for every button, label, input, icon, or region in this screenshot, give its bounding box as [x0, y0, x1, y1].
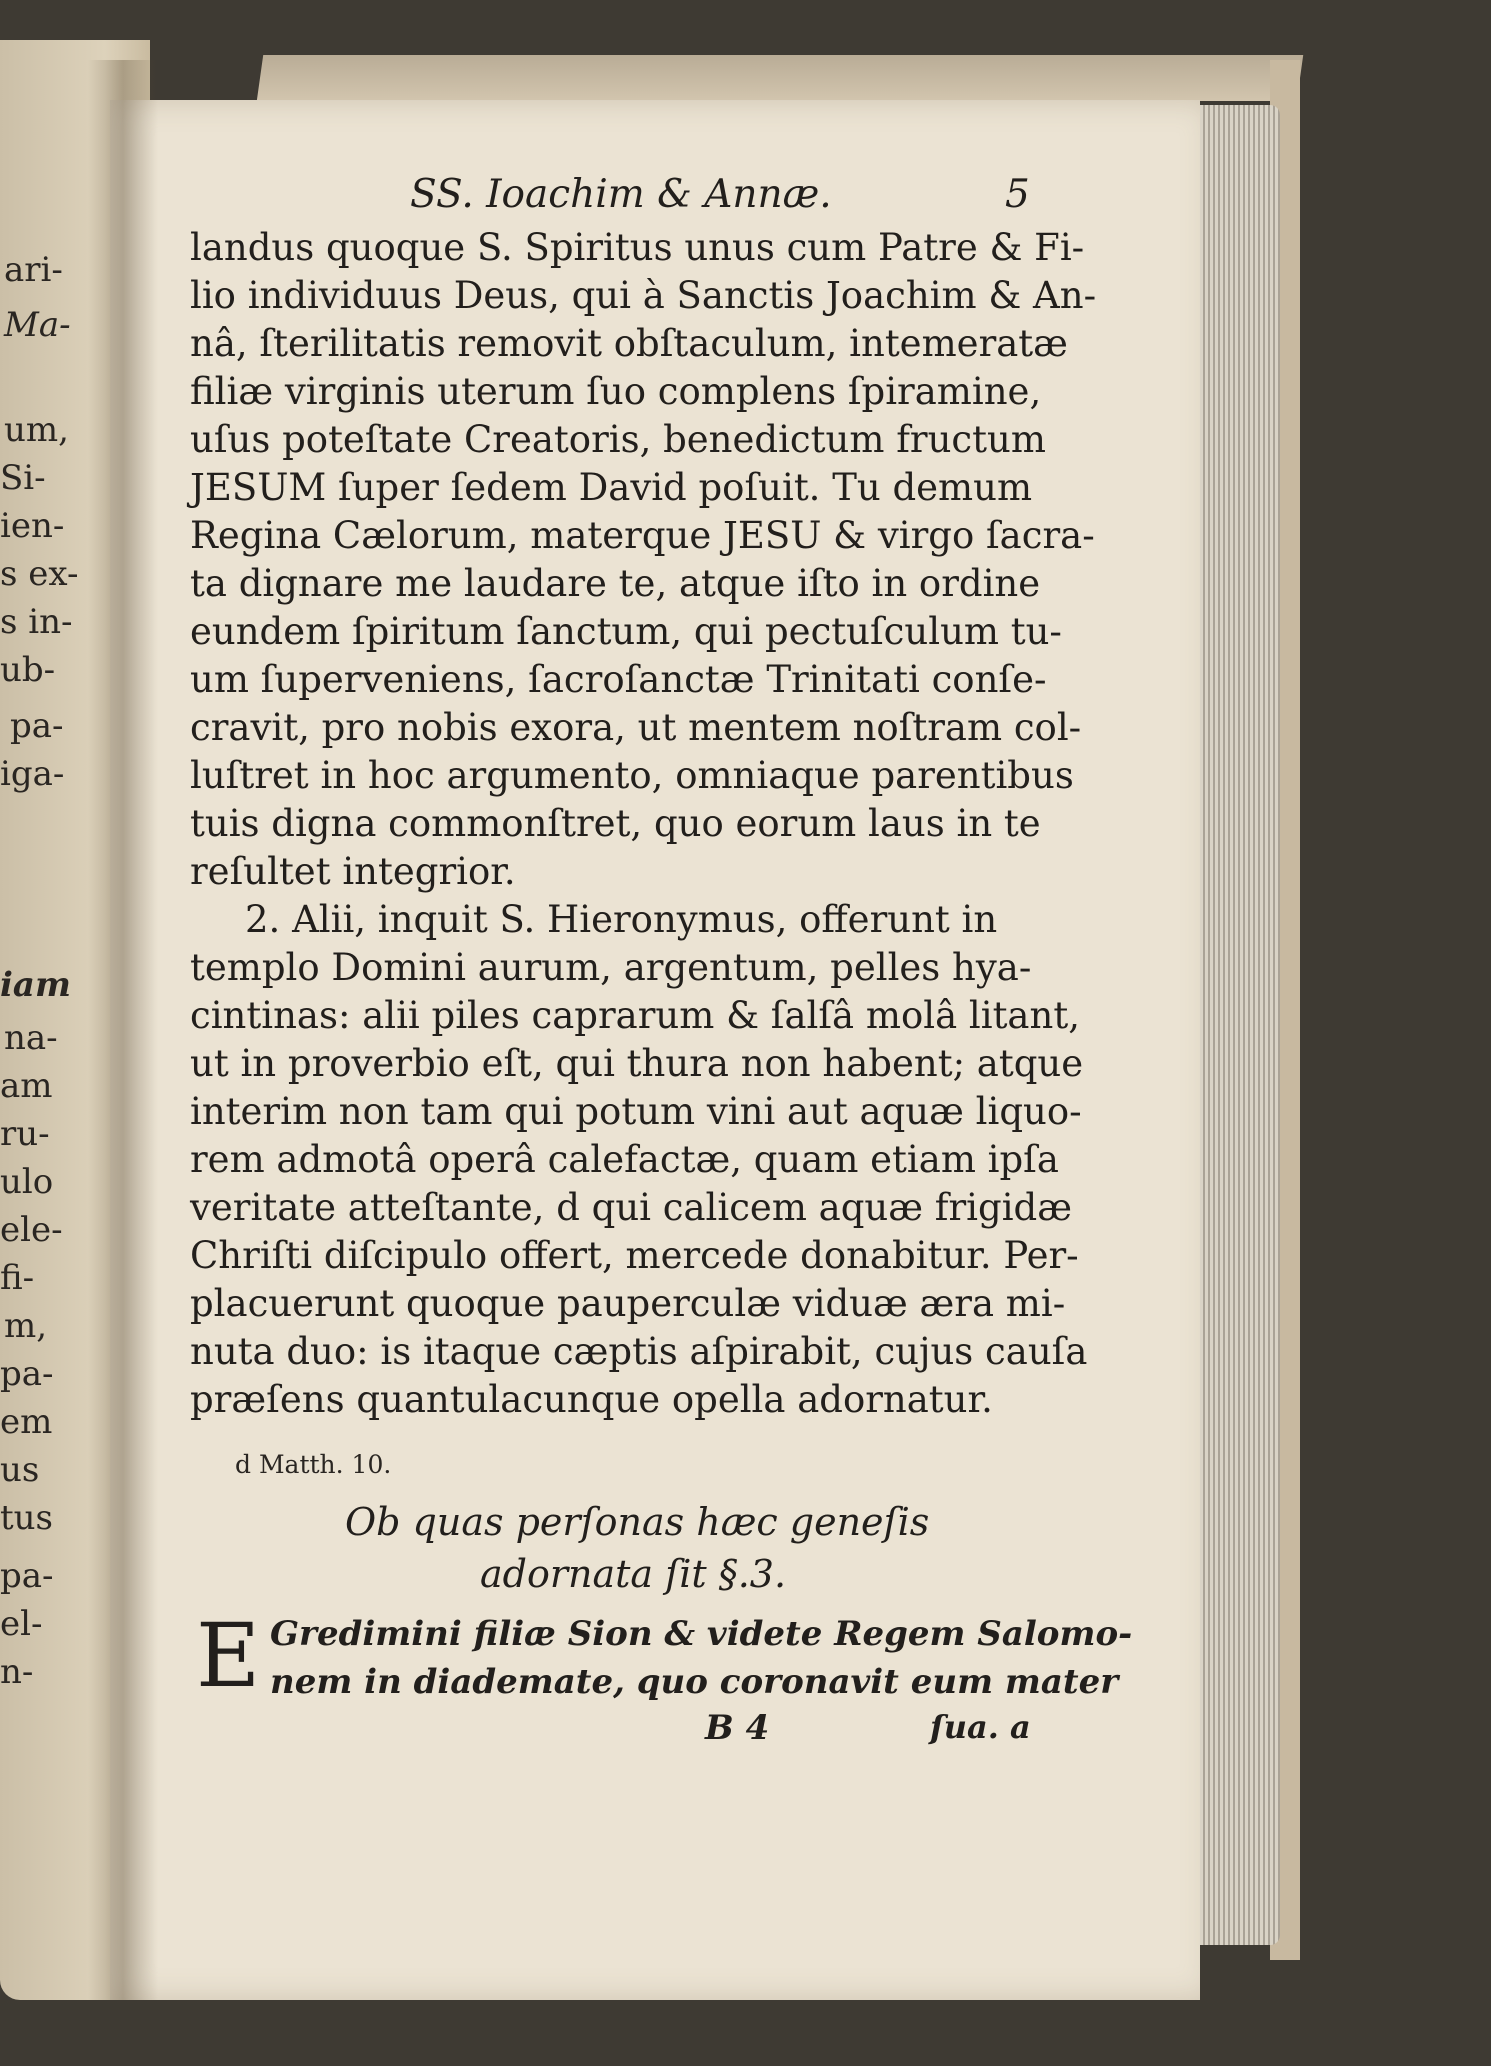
left-fragment: iga-: [0, 754, 65, 794]
left-fragment: ien-: [0, 506, 65, 546]
paragraph-2-line: ut in proverbio eſt, qui thura non habent; atque: [190, 1042, 1084, 1085]
left-fragment: ru-: [0, 1114, 50, 1154]
left-fragment: el-: [0, 1604, 43, 1644]
paragraph-2-line: placuerunt quoque pauperculæ viduæ æra mi-: [190, 1282, 1066, 1325]
left-fragment: Si-: [0, 458, 46, 498]
paragraph-2-line: interim non tam qui potum vini aut aquæ liquo-: [190, 1090, 1082, 1133]
paragraph-1-line: landus quoque S. Spiritus unus cum Patre & Fi-: [190, 226, 1085, 269]
paragraph-1-line: eundem ſpiritum ſanctum, qui pectuſculum tu-: [190, 610, 1062, 653]
book-gutter: [88, 60, 158, 2000]
left-fragment: pa-: [10, 706, 64, 746]
left-fragment: m,: [4, 1306, 48, 1346]
paragraph-2-line: rem admotâ operâ calefactæ, quam etiam ipſa: [190, 1138, 1059, 1181]
left-fragment: ub-: [0, 650, 56, 690]
paragraph-1-line: um ſuperveniens, ſacroſanctæ Trinitati conſe-: [190, 658, 1047, 701]
left-fragment: iam: [0, 965, 71, 1005]
page-edges: [1190, 105, 1280, 1945]
left-fragment: na-: [4, 1018, 58, 1058]
left-fragment: n-: [0, 1652, 34, 1692]
left-fragment: ari-: [4, 250, 63, 290]
paragraph-1-line: lio individuus Deus, qui à Sanctis Joachim & An-: [190, 274, 1097, 317]
signature-mark: B 4: [705, 1708, 770, 1748]
section-heading-line-1: Ob quas perſonas hæc geneſis: [345, 1500, 930, 1544]
paragraph-2-line: templo Domini aurum, argentum, pelles hya-: [190, 946, 1032, 989]
left-fragment: us: [0, 1450, 40, 1490]
paragraph-2-line: 2. Alii, inquit S. Hieronymus, offerunt in: [245, 898, 998, 941]
paragraph-1-line: ta dignare me laudare te, atque iſto in ordine: [190, 562, 1041, 605]
drop-cap: E: [196, 1604, 261, 1707]
book-cover-top-edge: [257, 55, 1303, 101]
left-fragment: pa-: [0, 1556, 54, 1596]
left-fragment: s in-: [0, 602, 73, 642]
paragraph-1-line: nâ, ſterilitatis removit obſtaculum, intemeratæ: [190, 322, 1068, 365]
paragraph-1-line: filiæ virginis uterum ſuo complens ſpiramine,: [190, 370, 1042, 413]
running-head: SS. Ioachim & Annæ.: [410, 172, 832, 217]
paragraph-1-line: cravit, pro nobis exora, ut mentem noſtram col-: [190, 706, 1082, 749]
left-fragment: ele-: [0, 1210, 63, 1250]
verse-line-2: nem in diademate, quo coronavit eum mater: [270, 1662, 1119, 1702]
catchword: ſua. a: [930, 1708, 1031, 1746]
paragraph-2-line: præſens quantulacunque opella adornatur.: [190, 1378, 993, 1421]
paragraph-1-line: uſus poteſtate Creatoris, benedictum fructum: [190, 418, 1046, 461]
paragraph-1-line: reſultet integrior.: [190, 850, 516, 893]
section-heading-line-2: adornata ſit §.3.: [480, 1552, 787, 1596]
left-fragment: fi-: [0, 1258, 35, 1298]
paragraph-1-line: Regina Cælorum, materque JESU & virgo ſacra-: [190, 514, 1095, 557]
left-fragment: ulo: [0, 1162, 54, 1202]
left-fragment: s ex-: [0, 554, 79, 594]
paragraph-1-line: luſtret in hoc argumento, omniaque parentibus: [190, 754, 1074, 797]
left-fragment: Ma-: [4, 305, 71, 345]
paragraph-2-line: nuta duo: is itaque cæptis aſpirabit, cujus cauſa: [190, 1330, 1088, 1373]
footnote: d Matth. 10.: [235, 1450, 392, 1479]
left-fragment: pa-: [0, 1354, 54, 1394]
left-fragment: tus: [0, 1498, 54, 1538]
left-fragment: em: [0, 1402, 53, 1442]
page-number: 5: [1005, 172, 1030, 217]
paragraph-2-line: cintinas: alii piles caprarum & ſalſâ molâ litant,: [190, 994, 1080, 1037]
left-fragment: um,: [4, 410, 69, 450]
paragraph-2-line: Chriſti diſcipulo offert, mercede donabitur. Per-: [190, 1234, 1079, 1277]
paragraph-2-line: veritate atteſtante, d qui calicem aquæ frigidæ: [190, 1186, 1072, 1229]
paragraph-1-line: tuis digna commonſtret, quo eorum laus in te: [190, 802, 1041, 845]
paragraph-1-line: JESUM ſuper ſedem David poſuit. Tu demum: [190, 466, 1033, 509]
left-fragment: am: [0, 1066, 53, 1106]
verse-line-1: Gredimini filiæ Sion & videte Regem Salomo-: [270, 1614, 1133, 1654]
